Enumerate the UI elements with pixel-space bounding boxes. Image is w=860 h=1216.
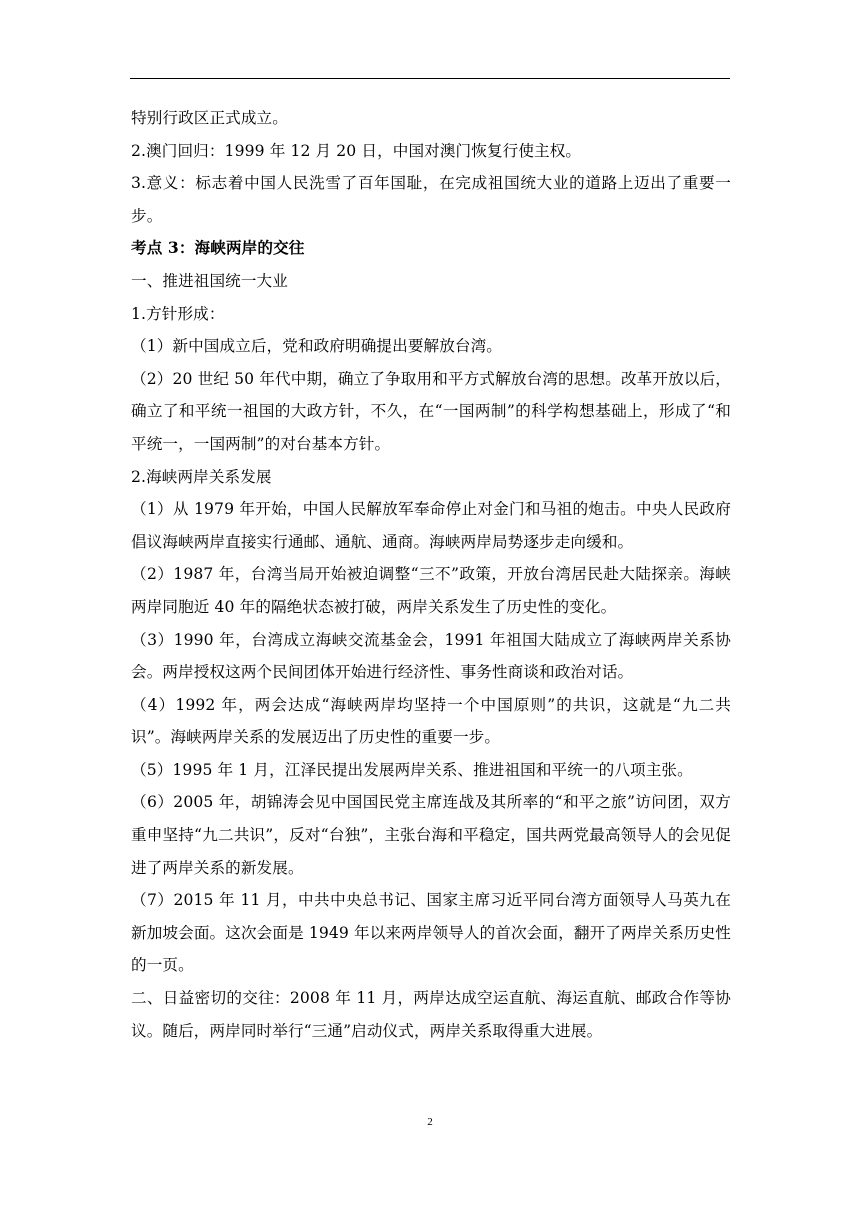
page-number: 2 <box>427 1116 433 1128</box>
paragraph: 2.海峡两岸关系发展 <box>131 467 272 486</box>
section-heading: 考点 3：海峡两岸的交往 <box>131 238 305 258</box>
document-body <box>131 102 731 1047</box>
paragraph: 2.澳门回归：1999 年 12 月 20 日，中国对澳门恢复行使主权。 <box>131 141 582 160</box>
paragraph: （2）1987 年，台湾当局开始被迫调整“三不”政策，开放台湾居民赴大陆探亲。海峡两岸同胞近 40 年的隔绝状态被打破，两岸关系发生了历史性的变化。 <box>131 565 731 616</box>
paragraph: 1.方针形成： <box>131 304 225 323</box>
paragraph: 二、日益密切的交往：2008 年 11 月，两岸达成空运直航、海运直航、邮政合作等协议。随后，两岸同时举行“三通”启动仪式，两岸关系取得重大进展。 <box>131 989 731 1040</box>
paragraph: 3.意义：标志着中国人民洗雪了百年国耻，在完成祖国统大业的道路上迈出了重要一步。 <box>131 174 731 225</box>
paragraph: （1）新中国成立后，党和政府明确提出要解放台湾。 <box>131 337 502 356</box>
paragraph: （6）2005 年，胡锦涛会见中国国民党主席连战及其所率的“和平之旅”访问团，双方重申坚持“九二共识”，反对“台独”，主张台海和平稳定，国共两党最高领导人的会见促进了两岸关系的新发展。 <box>131 793 731 877</box>
paragraph: （3）1990 年，台湾成立海峡交流基金会，1991 年祖国大陆成立了海峡两岸关系协会。两岸授权这两个民间团体开始进行经济性、事务性商谈和政治对话。 <box>131 630 731 682</box>
paragraph: 特别行政区正式成立。 <box>131 109 288 127</box>
subsection-heading: 一、推进祖国统一大业 <box>131 271 288 290</box>
paragraph: （5）1995 年 1 月，江泽民提出发展两岸关系、推进祖国和平统一的八项主张。 <box>131 760 693 779</box>
paragraph: （1）从 1979 年开始，中国人民解放军奉命停止对金门和马祖的炮击。中央人民政府倡议海峡两岸直接实行通邮、通航、通商。海峡两岸局势逐步走向缓和。 <box>131 500 731 551</box>
header-rule <box>130 78 730 79</box>
paragraph: （4）1992 年，两会达成“海峡两岸均坚持一个中国原则”的共识，这就是“九二共识”。海峡两岸关系的发展迈出了历史性的重要一步。 <box>131 695 731 747</box>
paragraph: （7）2015 年 11 月，中共中央总书记、国家主席习近平同台湾方面领导人马英九在新加坡会面。这次会面是 1949 年以来两岸领导人的首次会面，翻开了两岸关系历史性的一页。 <box>131 891 731 975</box>
paragraph: （2）20 世纪 50 年代中期，确立了争取用和平方式解放台湾的思想。改革开放以后，确立了和平统一祖国的大政方针，不久，在“一国两制”的科学构想基础上，形成了“和平统一，一国两制”的对台基本方针。 <box>131 369 731 453</box>
